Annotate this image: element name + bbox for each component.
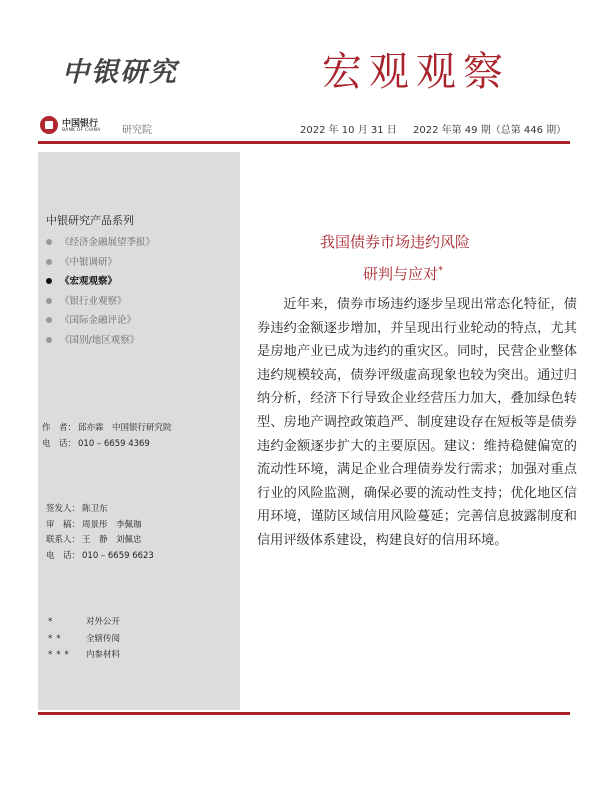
author-value: 邱亦霖 中国银行研究院: [78, 423, 172, 433]
author-phone-line: [42, 437, 150, 449]
series-heading: 中银研究产品系列: [46, 214, 134, 227]
bullet-icon: [46, 239, 52, 245]
logo-chinese-name: 中国银行: [62, 119, 99, 129]
article-title-line1: 我国债券市场违约风险: [320, 233, 471, 251]
distribution-stars: *: [48, 617, 57, 627]
author-line: [42, 421, 172, 433]
footnote-marker: *: [438, 265, 444, 276]
distribution-label: 全辖传阅: [86, 634, 121, 644]
distribution-stars: ***: [48, 650, 73, 660]
contact-label: 联系人：: [46, 535, 81, 545]
bullet-icon: [46, 317, 52, 323]
phone-value: 010 – 6659 4369: [78, 439, 150, 449]
series-item-label: 《银行业观察》: [60, 295, 127, 307]
series-item[interactable]: [46, 237, 155, 257]
series-item[interactable]: [46, 257, 155, 277]
series-item-label: 《中银调研》: [60, 256, 118, 268]
issue-number: 2022 年第 49 期（总第 446 期）: [413, 125, 567, 136]
series-item-label: 《经济金融展望季报》: [60, 237, 156, 248]
signer-value: 陈卫东: [82, 504, 108, 514]
bullet-icon: [46, 298, 52, 304]
institute-label: 研究院: [122, 125, 152, 136]
series-list: [46, 237, 155, 354]
distribution-internal: [48, 632, 120, 644]
article-title-line2: [363, 263, 443, 284]
phone-label: 电 话：: [42, 439, 77, 449]
distribution-confidential: [48, 648, 120, 660]
bullet-icon: [46, 337, 52, 343]
bank-of-china-logo: [40, 116, 120, 138]
distribution-label: 对外公开: [86, 617, 121, 627]
series-item[interactable]: [46, 335, 155, 355]
series-item-active[interactable]: [46, 276, 155, 296]
reviewer-value: 周景彤 李佩珈: [82, 520, 142, 530]
boc-coin-icon: [40, 116, 58, 134]
bullet-icon: [46, 259, 52, 265]
logo-english-name: BANK OF CHINA: [62, 128, 101, 133]
article-abstract: 近年来，债券市场违约逐步呈现出常态化特征，债券违约金额逐步增加，并呈现出行业轮动的特点，尤其是房地产业已成为违约的重灾区。同时，民营企业整体违约规模较高，债券评级虚高现象也较为突出。通过归纳分析，经济下行导致企业经营压力加大，叠加绿色转型、房地产调控政策趋严、制度建设存在短板等是债券违约金额逐步扩大的主要原因。建议：维持稳健偏宽的流动性环境，满足企业合理债券发行需求；加强对重点行业的风险监测，确保必要的流动性支持；优化地区信用环境，谨防区域信用风险蔓延；完善信息披露制度和信用评级体系建设，构建良好的信用环境。: [257, 297, 577, 548]
publication-title: 宏观观察: [322, 49, 510, 95]
article-title-text: 研判与应对: [363, 265, 439, 283]
bullet-icon: [46, 278, 52, 284]
brand-calligraphy-logo: 中银研究: [62, 57, 178, 88]
distribution-label: 内参材料: [86, 650, 121, 660]
series-item-label: 《宏观观察》: [60, 276, 118, 287]
series-item[interactable]: [46, 315, 155, 335]
series-item-label: 《国际金融评论》: [60, 315, 137, 326]
contact-phone-value: 010 – 6659 6623: [82, 551, 154, 561]
series-item[interactable]: [46, 296, 155, 316]
distribution-stars: **: [48, 634, 65, 644]
publish-date: 2022 年 10 月 31 日: [300, 125, 397, 136]
footer-divider: [38, 712, 570, 715]
series-item-label: 《国别/地区观察》: [60, 334, 140, 346]
distribution-public: [48, 615, 120, 627]
contact-line: [46, 533, 142, 545]
contact-value: 王 静 刘佩忠: [82, 535, 142, 545]
signer-label: 签发人：: [46, 504, 81, 514]
header-divider: [38, 141, 570, 144]
reviewer-label: 审 稿：: [46, 520, 81, 530]
signer-line: [46, 502, 108, 514]
author-label: 作 者：: [42, 423, 77, 433]
contact-phone-line: [46, 549, 154, 561]
reviewer-line: [46, 518, 142, 530]
contact-phone-label: 电 话：: [46, 551, 81, 561]
